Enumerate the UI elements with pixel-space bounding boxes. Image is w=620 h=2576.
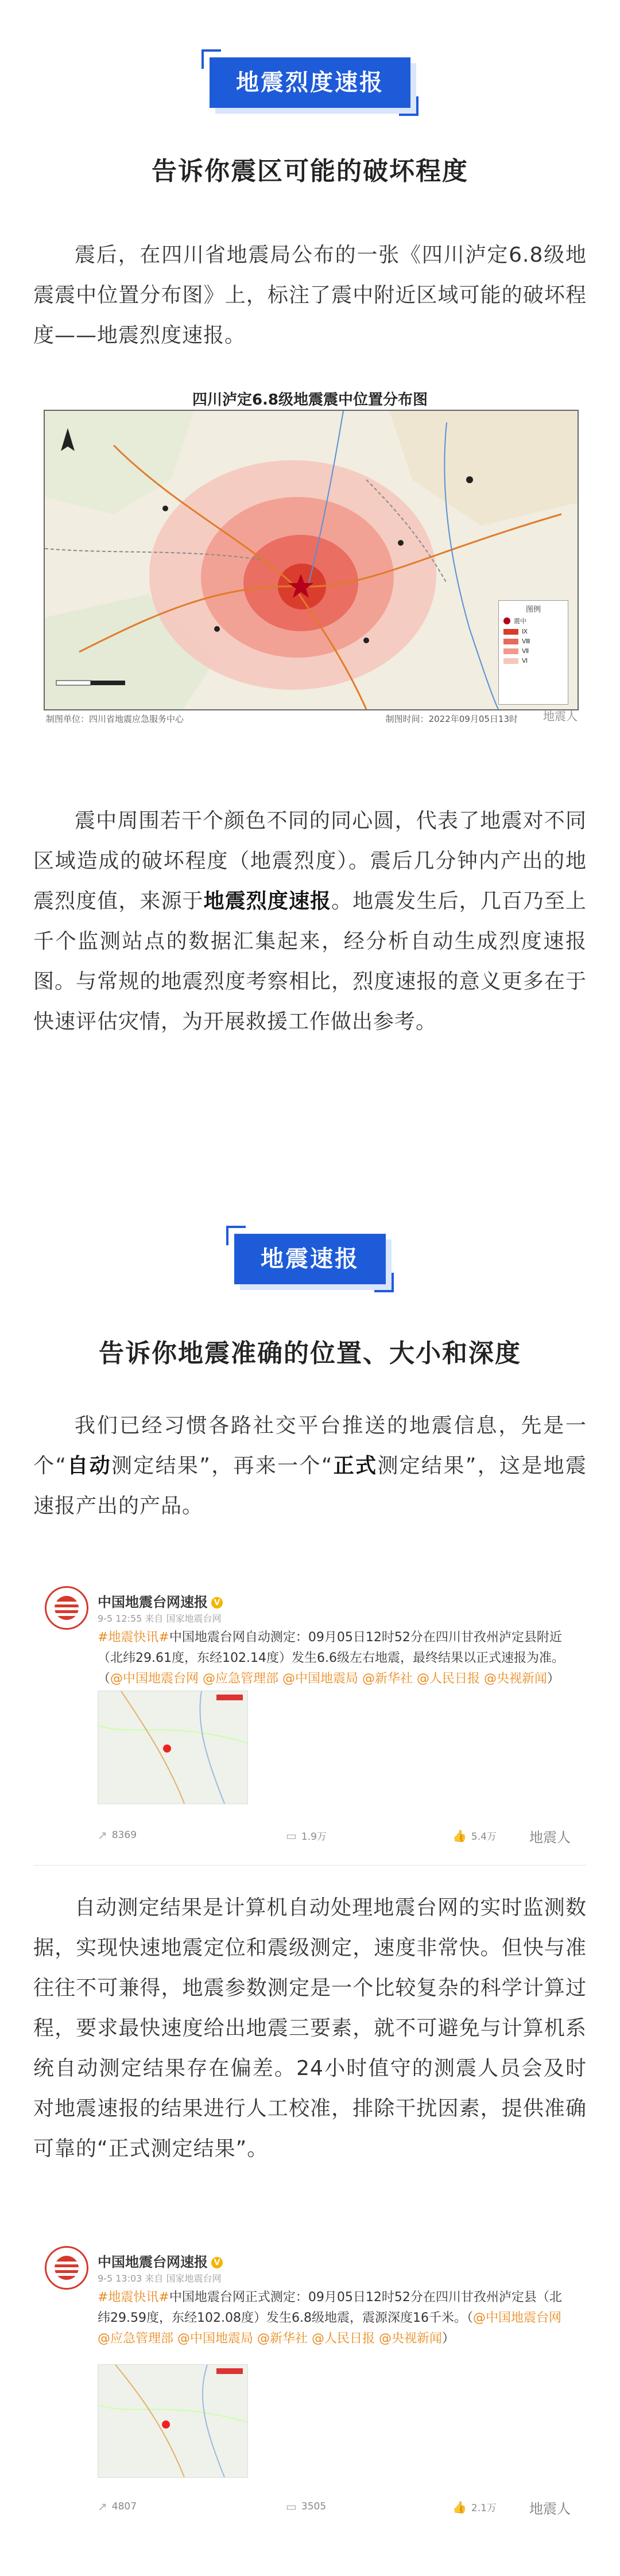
map-legend bbox=[498, 600, 568, 705]
agency-logo-icon bbox=[45, 1586, 88, 1630]
repost-button[interactable]: ↗ 4807 bbox=[98, 2500, 137, 2513]
map-figure bbox=[33, 388, 587, 738]
legend-title: 图例 bbox=[525, 605, 541, 614]
repost-button[interactable]: ↗ 8369 bbox=[98, 1828, 137, 1842]
section1-badge bbox=[210, 57, 410, 108]
repost-icon: ↗ bbox=[98, 2500, 107, 2513]
map-title: 四川泸定6.8级地震震中位置分布图 bbox=[192, 391, 428, 409]
post-text: #地震快讯#中国地震台网正式测定：09月05日12时52分在四川甘孜州泸定县（北纬29.59度，东经102.08度）发生6.8级地震，震源深度16千米。（@中国地震台网 @应急管理部 @中国地震局 @新华社 @人民日报 @央视新闻） bbox=[98, 2290, 562, 2346]
mention-links[interactable]: @中国地震台网 @应急管理部 @中国地震局 @新华社 @人民日报 @央视新闻 bbox=[110, 1672, 547, 1686]
comment-icon: ▭ bbox=[286, 1828, 297, 1843]
post-meta: 9-5 13:03 来自 国家地震台网 bbox=[98, 2273, 222, 2284]
post-actions bbox=[33, 2495, 587, 2518]
account-name[interactable]: 中国地震台网速报 V bbox=[98, 2251, 223, 2271]
weibo-card-official[interactable] bbox=[33, 2238, 587, 2525]
legend-row: Ⅷ bbox=[503, 638, 563, 645]
like-button[interactable]: 👍 5.4万 bbox=[452, 1828, 497, 1843]
comment-icon: ▭ bbox=[286, 2500, 297, 2513]
map-foot-left: 制图单位：四川省地震应急服务中心 bbox=[46, 714, 184, 724]
vip-badge-icon: V bbox=[211, 1597, 223, 1608]
section1-badge-text: 地震烈度速报 bbox=[236, 69, 384, 96]
mention-links[interactable]: @中国地震台网 @应急管理部 @中国地震局 @新华社 @人民日报 @央视新闻 bbox=[98, 2311, 561, 2346]
hashtag-link[interactable]: #地震快讯# bbox=[98, 2290, 169, 2305]
post-map-thumbnail[interactable] bbox=[98, 1691, 248, 1804]
like-icon: 👍 bbox=[452, 1828, 467, 1843]
card-watermark: 地震人 bbox=[529, 1829, 571, 1845]
bold-term: 地震烈度速报 bbox=[203, 889, 332, 913]
comment-button[interactable]: ▭ 3505 bbox=[286, 2500, 327, 2513]
divider bbox=[33, 1865, 587, 1866]
intensity-map bbox=[45, 411, 578, 709]
map-watermark: 地震人 bbox=[543, 709, 578, 723]
map-frame bbox=[44, 410, 579, 710]
section2-para2: 自动测定结果是计算机自动处理地震台网的实时监测数据，实现快速地震定位和震级测定，速度非常快。但快与准往往不可兼得，地震参数测定是一个比较复杂的科学计算过程，要求最快速度给出地震三要素，就不可避免与计算机系统自动测定结果存在偏差。24小时值守的测震人员会及时对地震速报的结果进行人工校准，排除干扰因素，提供准确可靠的“正式测定结果”。 bbox=[33, 1896, 587, 2161]
post-map-thumbnail[interactable] bbox=[98, 2364, 248, 2478]
map-foot-right: 制图时间：2022年09月05日13时 bbox=[385, 714, 518, 724]
section2-badge bbox=[234, 1234, 386, 1284]
like-icon: 👍 bbox=[452, 2500, 467, 2514]
post-meta: 9-5 12:55 来自 国家地震台网 bbox=[98, 1613, 222, 1624]
section1-para1: 震后，在四川省地震局公布的一张《四川泸定6.8级地震震中位置分布图》上，标注了震中附近区域可能的破坏程度——地震烈度速报。 bbox=[33, 243, 587, 347]
section2-badge-text: 地震速报 bbox=[261, 1246, 359, 1272]
account-name[interactable]: 中国地震台网速报 V bbox=[98, 1591, 223, 1611]
section1-subtitle: 告诉你震区可能的破坏程度 bbox=[152, 157, 468, 186]
agency-logo-icon bbox=[45, 2246, 88, 2290]
vip-badge-icon: V bbox=[211, 2257, 223, 2268]
post-actions bbox=[33, 1824, 587, 1847]
legend-row: 震中 bbox=[503, 616, 563, 625]
card-watermark: 地震人 bbox=[529, 2501, 571, 2517]
legend-row: Ⅵ bbox=[503, 657, 563, 665]
legend-row: Ⅸ bbox=[503, 628, 563, 635]
like-button[interactable]: 👍 2.1万 bbox=[452, 2500, 497, 2514]
section2-para1: 我们已经习惯各路社交平台推送的地震信息，先是一个“自动测定结果”，再来一个“正式测定结果”，这是地震速报产出的产品。 bbox=[33, 1414, 587, 1518]
legend-row: Ⅶ bbox=[503, 647, 563, 655]
repost-icon: ↗ bbox=[98, 1828, 107, 1842]
weibo-card-auto[interactable] bbox=[33, 1578, 587, 1859]
section1-para2: 震中周围若干个颜色不同的同心圆，代表了地震对不同区域造成的破坏程度（地震烈度）。震后几分钟内产出的地震烈度值，来源于地震烈度速报。地震发生后，几百乃至上千个监测站点的数据汇集起来，经分析自动生成烈度速报图。与常规的地震烈度考察相比，烈度速报的意义更多在于快速评估灾情，为开展救援工作做出参考。 bbox=[33, 809, 587, 1033]
post-text: #地震快讯#中国地震台网自动测定：09月05日12时52分在四川甘孜州泸定县附近（北纬29.61度，东经102.14度）发生6.6级左右地震，最终结果以正式速报为准。（@中国地震台网 @应急管理部 @中国地震局 @新华社 @人民日报 @央视新闻） bbox=[98, 1630, 564, 1686]
comment-button[interactable]: ▭ 1.9万 bbox=[286, 1828, 327, 1843]
section2-subtitle: 告诉你地震准确的位置、大小和深度 bbox=[99, 1339, 521, 1368]
hashtag-link[interactable]: #地震快讯# bbox=[98, 1630, 169, 1645]
